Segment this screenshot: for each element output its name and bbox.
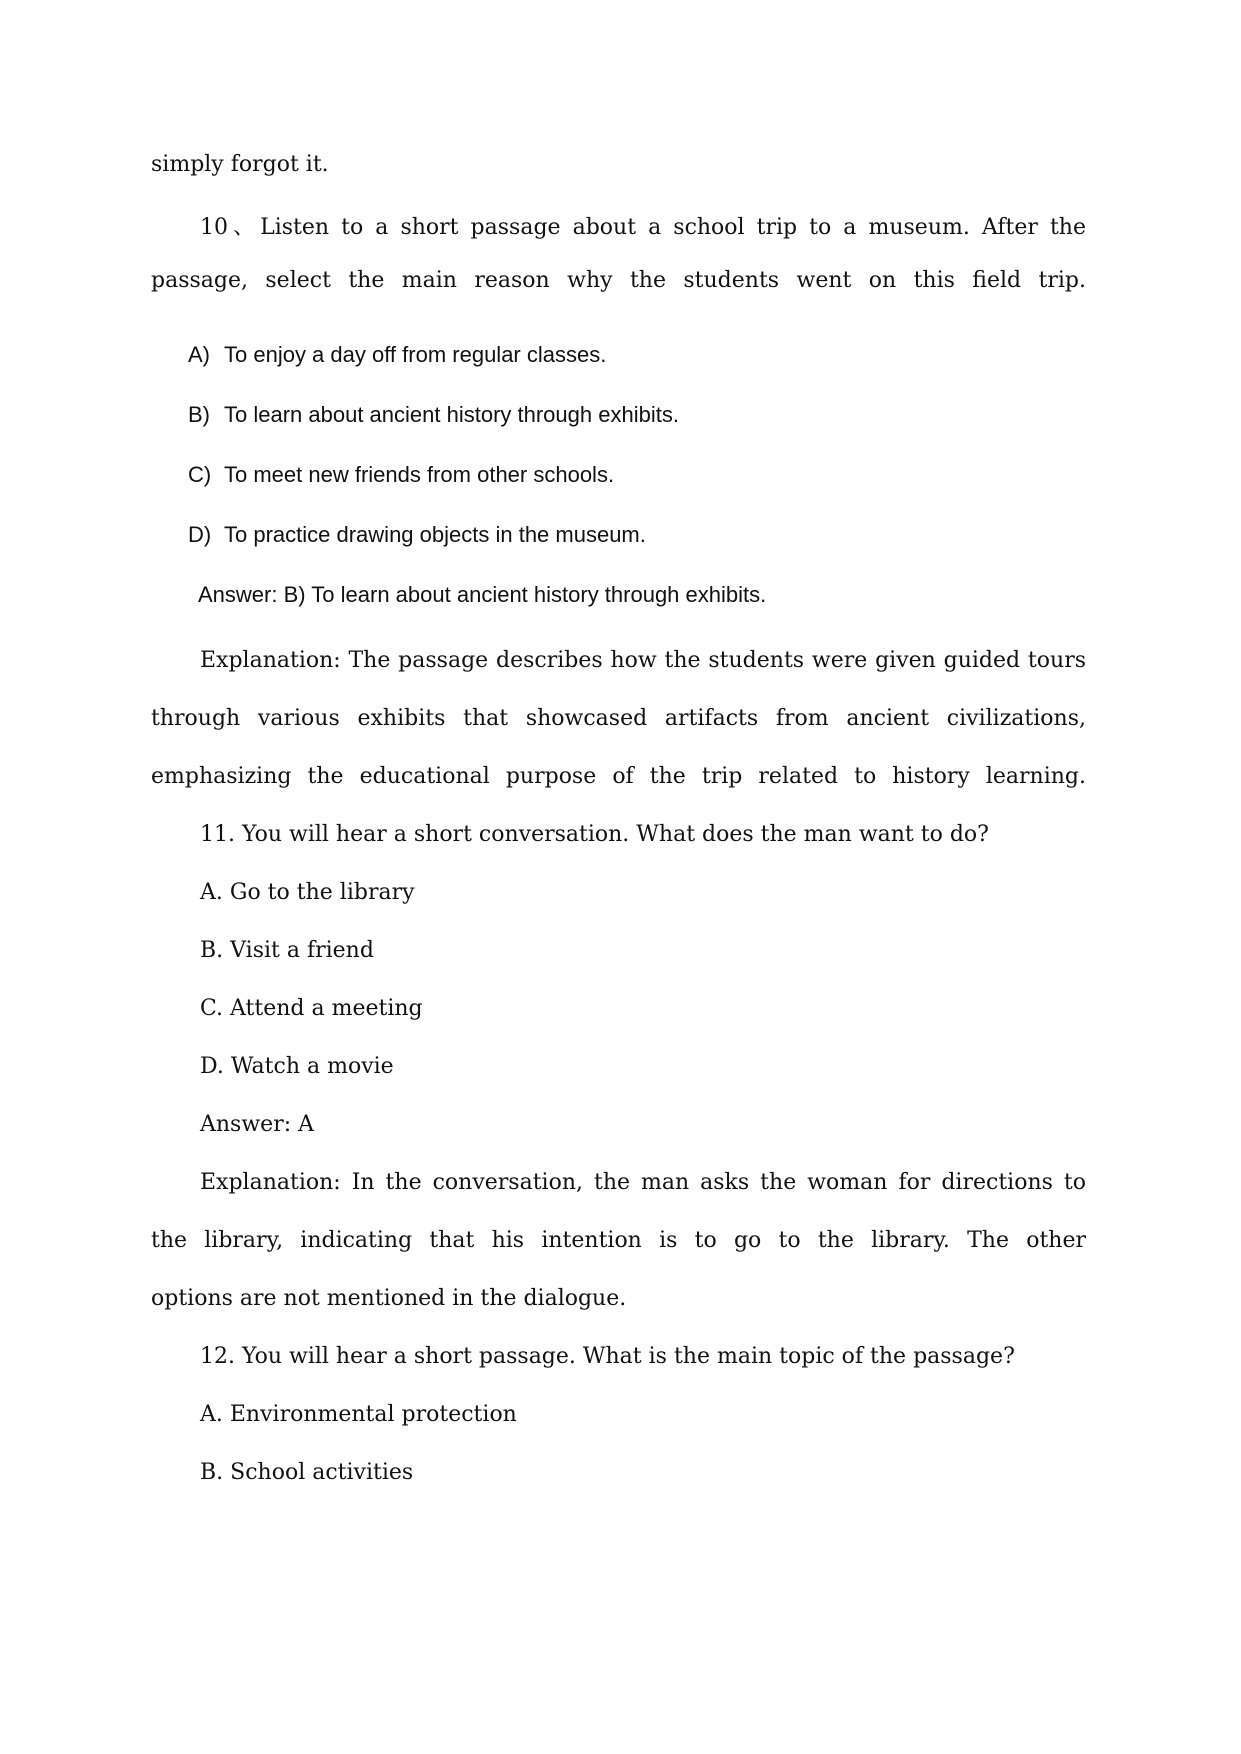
q11-option-d: D. Watch a movie <box>200 1054 394 1079</box>
option-label: B) <box>188 402 210 427</box>
q11-option-a: A. Go to the library <box>200 880 415 905</box>
option-label: A) <box>188 342 210 367</box>
q11-explanation-line3: options are not mentioned in the dialogue. <box>151 1286 627 1311</box>
option-text: To learn about ancient history through exhibits. <box>224 402 679 427</box>
q11-option-c: C. Attend a meeting <box>200 996 423 1021</box>
q10-option-c <box>188 462 614 488</box>
q11-explanation-line1: Explanation: In the conversation, the man asks the woman for directions to <box>200 1170 1086 1195</box>
q10-stem-line2: passage, select the main reason why the students went on this field trip. <box>151 268 1086 293</box>
q11-explanation-line2: the library, indicating that his intention is to go to the library. The other <box>151 1228 1086 1253</box>
q10-option-d <box>188 522 646 548</box>
q12-option-b: B. School activities <box>200 1460 414 1485</box>
option-label: D) <box>188 522 212 547</box>
q11-option-b: B. Visit a friend <box>200 938 374 963</box>
q10-option-b <box>188 402 679 428</box>
q11-stem: 11. You will hear a short conversation. What does the man want to do? <box>200 822 989 847</box>
q10-answer: Answer: B) To learn about ancient history through exhibits. <box>198 582 767 607</box>
q10-option-a <box>188 342 606 368</box>
q10-explanation-line3: emphasizing the educational purpose of the trip related to history learning. <box>151 764 1086 789</box>
option-text: To enjoy a day off from regular classes. <box>224 342 607 367</box>
q12-stem: 12. You will hear a short passage. What is the main topic of the passage? <box>200 1344 1015 1369</box>
q9-continuation: simply forgot it. <box>151 152 329 177</box>
option-text: To practice drawing objects in the museum. <box>224 522 646 547</box>
q11-answer: Answer: A <box>200 1112 315 1137</box>
q10-explanation-line1: Explanation: The passage describes how the students were given guided tours <box>200 648 1086 673</box>
option-text: To meet new friends from other schools. <box>224 462 615 487</box>
q12-option-a: A. Environmental protection <box>200 1402 517 1427</box>
q10-stem-line1: 10、Listen to a short passage about a school trip to a museum. After the <box>200 215 1086 240</box>
option-label: C) <box>188 462 212 487</box>
q10-explanation-line2: through various exhibits that showcased artifacts from ancient civilizations, <box>151 706 1086 731</box>
